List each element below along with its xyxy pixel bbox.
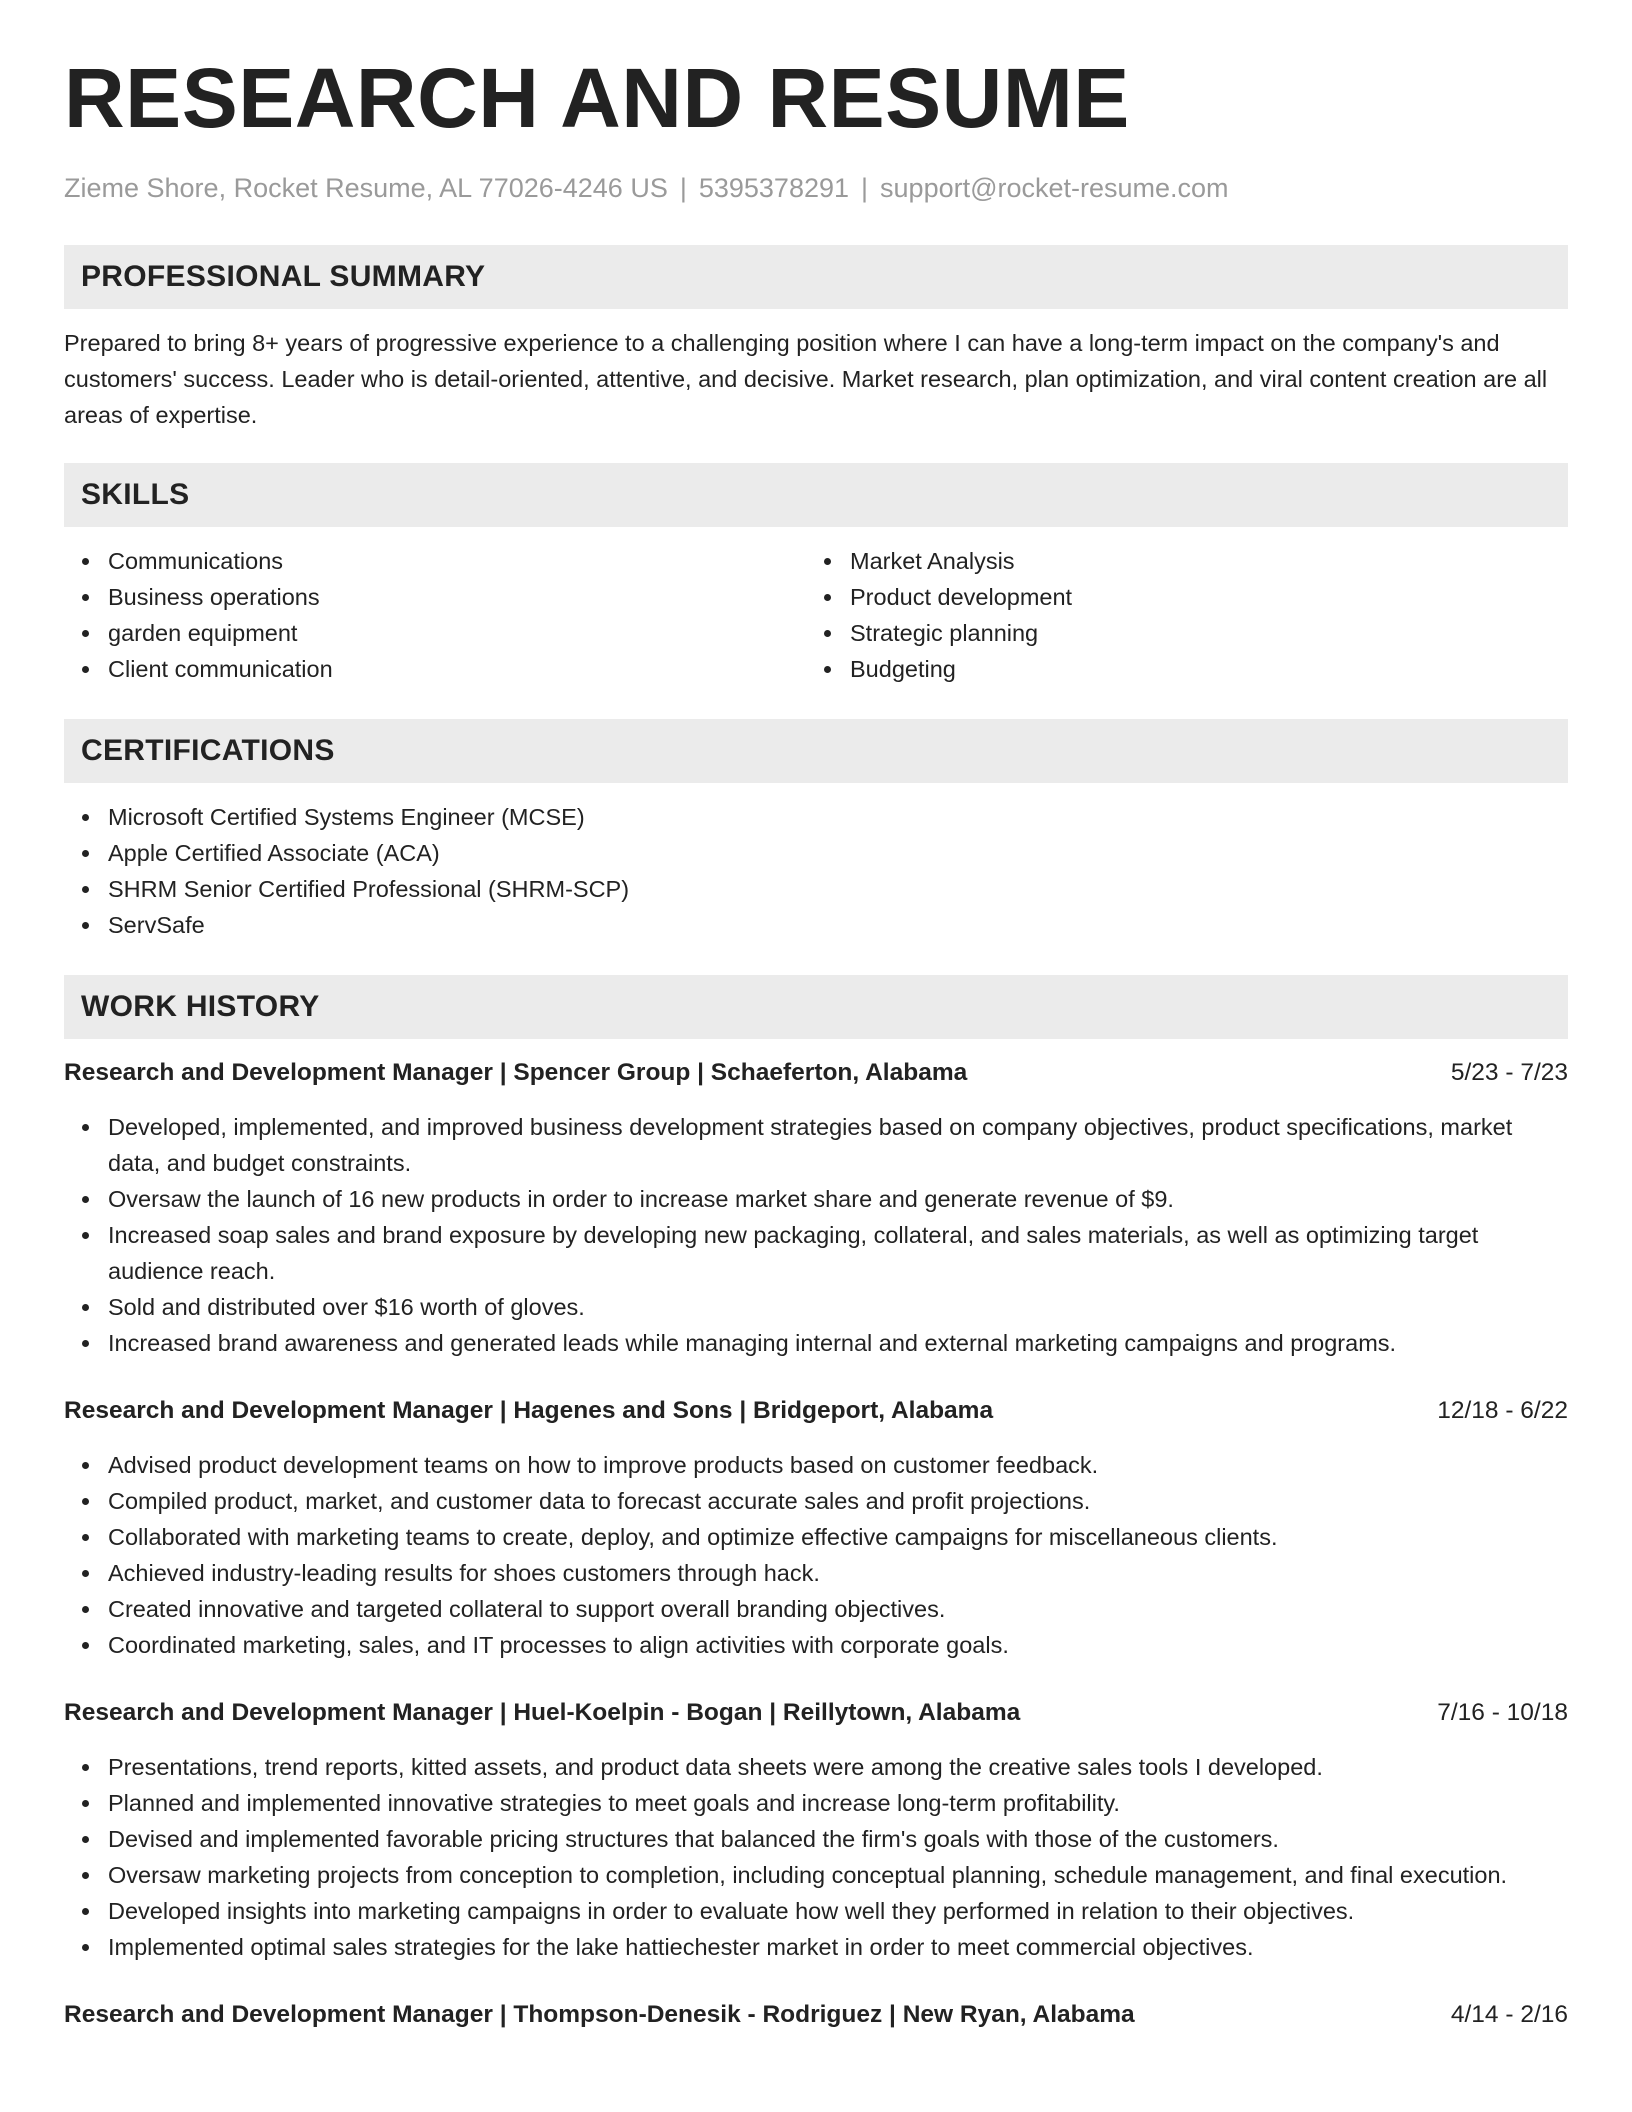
job-bullets <box>64 1109 1568 1361</box>
job-title: Research and Development Manager | Thompson-Denesik - Rodriguez | New Ryan, Alabama <box>64 2001 1135 2028</box>
job-bullet: Compiled product, market, and customer data to forecast accurate sales and profit projections. <box>64 1483 1568 1519</box>
job-bullet: Increased brand awareness and generated leads while managing internal and external marketing campaigns and programs. <box>64 1325 1568 1361</box>
job-title: Research and Development Manager | Hagenes and Sons | Bridgeport, Alabama <box>64 1397 994 1424</box>
contact-line <box>64 172 1568 206</box>
job-bullet: Created innovative and targeted collateral to support overall branding objectives. <box>64 1591 1568 1627</box>
section-heading-work-history: WORK HISTORY <box>64 975 1568 1039</box>
job-bullets <box>64 1447 1568 1663</box>
skill-item: garden equipment <box>64 615 806 651</box>
skill-item: Client communication <box>64 651 806 687</box>
contact-separator: | <box>861 173 869 203</box>
job-bullet: Implemented optimal sales strategies for the lake hattiechester market in order to meet commercial objectives. <box>64 1929 1568 1965</box>
skill-item: Budgeting <box>806 651 1548 687</box>
job-bullet: Oversaw the launch of 16 new products in order to increase market share and generate revenue of $9. <box>64 1181 1568 1217</box>
contact-email: support@rocket-resume.com <box>880 173 1229 203</box>
skills-list-right <box>806 543 1548 687</box>
contact-phone: 5395378291 <box>698 173 850 203</box>
job-bullet: Developed, implemented, and improved business development strategies based on company objectives, product specifications, market data, and budget constraints. <box>64 1109 1568 1181</box>
job-entry <box>64 1393 1568 1663</box>
job-bullet: Planned and implemented innovative strategies to meet goals and increase long-term profitability. <box>64 1785 1568 1821</box>
resume-page <box>64 51 1568 2051</box>
job-header <box>64 1695 1568 1731</box>
job-bullet: Presentations, trend reports, kitted assets, and product data sheets were among the creative sales tools I developed. <box>64 1749 1568 1785</box>
job-entry <box>64 1695 1568 1965</box>
job-header <box>64 1055 1568 1091</box>
skill-item: Product development <box>806 579 1548 615</box>
contact-separator: | <box>679 173 687 203</box>
skills-grid <box>64 543 1568 687</box>
job-bullet: Sold and distributed over $16 worth of gloves. <box>64 1289 1568 1325</box>
job-bullet: Oversaw marketing projects from conception to completion, including conceptual planning, schedule management, and final execution. <box>64 1857 1568 1893</box>
section-heading-summary: PROFESSIONAL SUMMARY <box>64 245 1568 309</box>
job-bullet: Collaborated with marketing teams to create, deploy, and optimize effective campaigns for miscellaneous clients. <box>64 1519 1568 1555</box>
job-entry <box>64 1997 1568 2033</box>
skill-item: Communications <box>64 543 806 579</box>
job-bullets <box>64 1749 1568 1965</box>
job-dates: 4/14 - 2/16 <box>1450 2001 1568 2028</box>
certifications-list <box>64 799 1568 943</box>
job-entry <box>64 1055 1568 1361</box>
job-dates: 5/23 - 7/23 <box>1450 1059 1568 1086</box>
certification-item: ServSafe <box>64 907 1568 943</box>
section-heading-certifications: CERTIFICATIONS <box>64 719 1568 783</box>
certification-item: Microsoft Certified Systems Engineer (MCSE) <box>64 799 1568 835</box>
skill-item: Strategic planning <box>806 615 1548 651</box>
job-header <box>64 1997 1568 2033</box>
resume-title: RESEARCH AND RESUME <box>64 51 1130 145</box>
skill-item: Market Analysis <box>806 543 1548 579</box>
skill-item: Business operations <box>64 579 806 615</box>
certification-item: SHRM Senior Certified Professional (SHRM-SCP) <box>64 871 1568 907</box>
summary-text: Prepared to bring 8+ years of progressive experience to a challenging position where I can have a long-term impact on the company's and customers' success. Leader who is detail-oriented, attentive, and decisive. Market research, plan optimization, and viral content creation are all areas of expertise. <box>64 330 1548 428</box>
job-header <box>64 1393 1568 1429</box>
section-heading-skills: SKILLS <box>64 463 1568 527</box>
job-bullet: Developed insights into marketing campaigns in order to evaluate how well they performed in relation to their objectives. <box>64 1893 1568 1929</box>
job-bullet: Advised product development teams on how to improve products based on customer feedback. <box>64 1447 1568 1483</box>
job-bullet: Devised and implemented favorable pricing structures that balanced the firm's goals with those of the customers. <box>64 1821 1568 1857</box>
job-dates: 7/16 - 10/18 <box>1437 1699 1568 1726</box>
job-bullet: Achieved industry-leading results for shoes customers through hack. <box>64 1555 1568 1591</box>
job-dates: 12/18 - 6/22 <box>1437 1397 1568 1424</box>
job-title: Research and Development Manager | Huel-Koelpin - Bogan | Reillytown, Alabama <box>64 1699 1021 1726</box>
contact-address: Zieme Shore, Rocket Resume, AL 77026-4246 US <box>64 173 668 203</box>
skills-list-left <box>64 543 806 687</box>
job-title: Research and Development Manager | Spencer Group | Schaeferton, Alabama <box>64 1059 968 1086</box>
certification-item: Apple Certified Associate (ACA) <box>64 835 1568 871</box>
job-bullet: Increased soap sales and brand exposure by developing new packaging, collateral, and sales materials, as well as optimizing target audience reach. <box>64 1217 1568 1289</box>
job-bullet: Coordinated marketing, sales, and IT processes to align activities with corporate goals. <box>64 1627 1568 1663</box>
